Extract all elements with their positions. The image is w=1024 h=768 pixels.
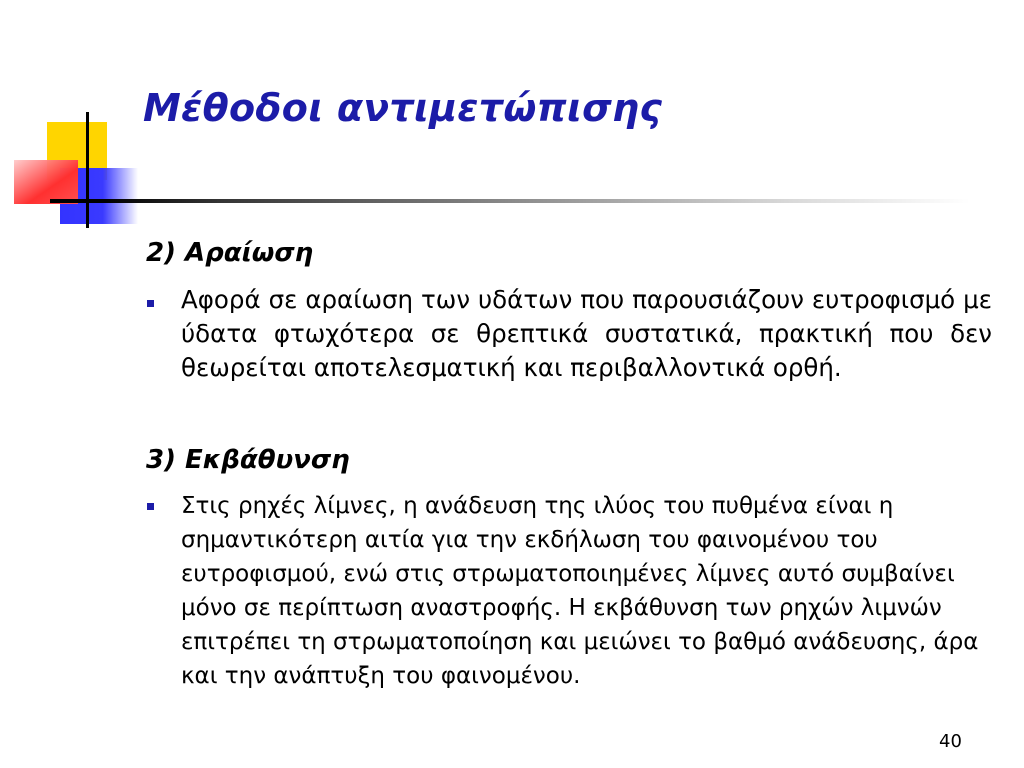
bullet-text-dredging: Στις ρηχές λίμνες, η ανάδευση της ιλύος του πυθμένα είναι η σημαντικότερη αιτία για την εκδήλωση του φαινομένου του ευτροφισμού, ενώ στις στρωματοποιημένες λίμνες αυτό συμβαίνει μόνο σε περίπτωση αναστροφής. Η εκβάθυνση των ρηχών λιμνών επιτρέπει τη στρωματοποίηση και μειώνει το βαθμό ανάδευσης, άρα και την ανάπτυξη του φαινομένου.	[181, 493, 979, 689]
title-underline	[50, 199, 970, 203]
bullet-square-icon	[147, 300, 154, 307]
bullet-square-icon	[147, 503, 154, 510]
decor-vertical-line	[86, 112, 89, 228]
section-heading-dredging: 3) Εκβάθυνση	[146, 445, 350, 475]
page-number: 40	[939, 731, 962, 752]
decor-red-square	[14, 160, 78, 204]
slide-title: Μέθοδοι αντιμετώπισης	[143, 86, 663, 130]
bullet-text-dilution: Αφορά σε αραίωση των υδάτων που παρουσιάζουν ευτροφισμό με ύδατα φτωχότερα σε θρεπτικά συστατικά, πρακτική που δεν θεωρείται αποτελεσματική και περιβαλλοντικά ορθή.	[181, 285, 992, 382]
section-heading-dilution: 2) Αραίωση	[146, 238, 314, 268]
